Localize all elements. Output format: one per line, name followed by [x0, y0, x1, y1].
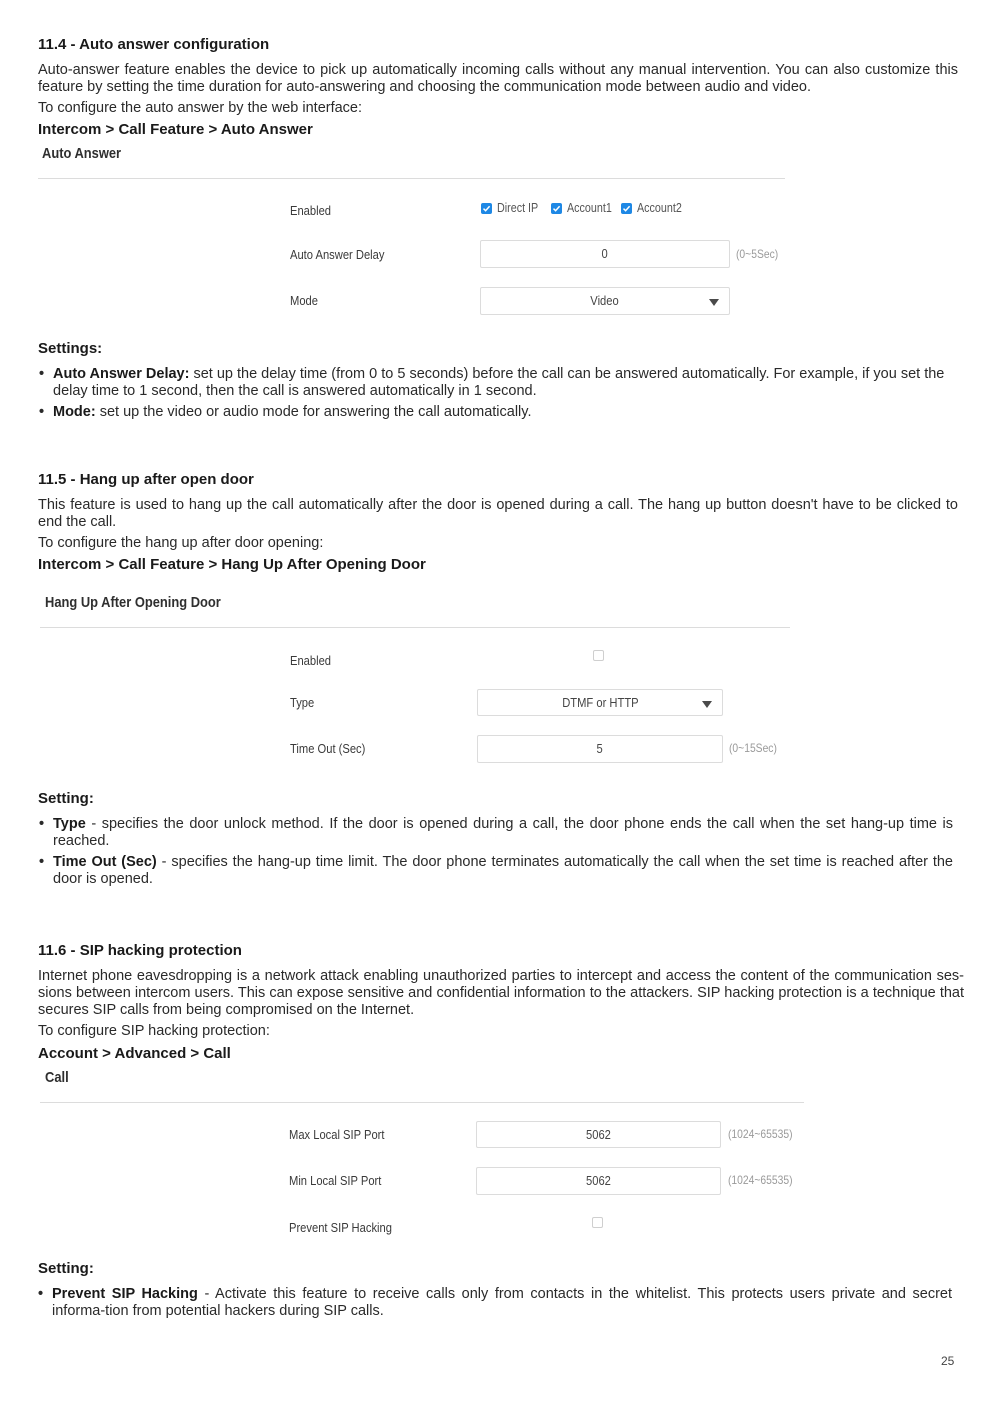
account1-checkbox[interactable] [551, 203, 562, 214]
type-select[interactable]: DTMF or HTTP [477, 689, 723, 716]
min-sip-port-label: Min Local SIP Port [289, 1173, 382, 1188]
panel-divider [38, 178, 785, 179]
menu-path: Account > Advanced > Call [38, 1045, 231, 1062]
section-heading-auto-answer: 11.4 - Auto answer configuration [38, 36, 270, 53]
prevent-sip-hacking-checkbox[interactable] [592, 1217, 603, 1228]
timeout-label: Time Out (Sec) [290, 741, 366, 756]
configure-note: To configure the hang up after door opening: [38, 535, 324, 551]
min-sip-port-input[interactable]: 5062 [476, 1167, 721, 1195]
auto-answer-delay-input[interactable]: 0 [480, 240, 730, 268]
check-icon [482, 204, 491, 213]
min-port-range-hint: (1024~65535) [728, 1173, 793, 1187]
list-item: • Auto Answer Delay: set up the delay time (from 0 to 5 seconds) before the call can be answered automatically. For example, if you set the delay time to 1 second, then the call is answered automatically in 1 second. [39, 366, 945, 399]
auto-answer-delay-label: Auto Answer Delay [290, 247, 385, 262]
list-item: • Time Out (Sec) - specifies the hang-up time limit. The door phone terminates automatically the call when the set time is reached after the door is opened. [39, 854, 953, 887]
direct-ip-checkbox[interactable] [481, 203, 492, 214]
direct-ip-label: Direct IP [497, 201, 539, 215]
enabled-label: Enabled [290, 203, 332, 218]
prevent-sip-hacking-label: Prevent SIP Hacking [289, 1220, 392, 1235]
section-intro: Auto-answer feature enables the device to pick up automatically incoming calls without any manual intervention. You can also customize this feature by setting the time duration for auto-answering and choosing the communication mode between audio and video. [38, 62, 958, 95]
panel-divider [40, 1102, 804, 1103]
panel-title: Auto Answer [42, 145, 122, 162]
max-port-range-hint: (1024~65535) [728, 1127, 793, 1141]
section-heading-hang-up: 11.5 - Hang up after open door [38, 471, 254, 488]
settings-heading: Setting: [38, 1260, 94, 1277]
delay-range-hint: (0~5Sec) [736, 247, 779, 261]
list-item: • Prevent SIP Hacking - Activate this feature to receive calls only from contacts in the whitelist. This protects users private and secret informa-tion from potential hackers during SIP calls. [38, 1286, 952, 1319]
account2-checkbox[interactable] [621, 203, 632, 214]
chevron-down-icon [702, 701, 712, 708]
panel-title: Hang Up After Opening Door [45, 594, 221, 611]
account1-label: Account1 [567, 201, 612, 215]
check-icon [552, 204, 561, 213]
timeout-range-hint: (0~15Sec) [729, 741, 777, 755]
type-label: Type [290, 695, 315, 710]
max-sip-port-input[interactable]: 5062 [476, 1121, 721, 1148]
account2-label: Account2 [637, 201, 682, 215]
panel-title: Call [45, 1069, 69, 1086]
settings-heading: Setting: [38, 790, 94, 807]
list-item: • Type - specifies the door unlock method. If the door is opened during a call, the door phone ends the call when the set hang-up time is reached. [39, 816, 953, 849]
enabled-checkbox[interactable] [593, 650, 604, 661]
enabled-checkbox-group [481, 201, 689, 215]
section-intro: This feature is used to hang up the call automatically after the door is opened during a call. The hang up button doesn't have to be clicked to end the call. [38, 497, 958, 530]
mode-select[interactable]: Video [480, 287, 730, 315]
enabled-label: Enabled [290, 653, 332, 668]
mode-label: Mode [290, 293, 318, 308]
chevron-down-icon [709, 299, 719, 306]
menu-path: Intercom > Call Feature > Hang Up After Opening Door [38, 556, 426, 573]
timeout-input[interactable]: 5 [477, 735, 723, 763]
configure-note: To configure SIP hacking protection: [38, 1023, 270, 1039]
menu-path: Intercom > Call Feature > Auto Answer [38, 121, 313, 138]
configure-note: To configure the auto answer by the web interface: [38, 100, 363, 116]
page-number: 25 [941, 1354, 955, 1368]
section-heading-sip-hacking: 11.6 - SIP hacking protection [38, 942, 242, 959]
list-item: • Mode: set up the video or audio mode for answering the call automatically. [39, 404, 532, 420]
check-icon [622, 204, 631, 213]
panel-divider [40, 627, 790, 628]
section-intro: Internet phone eavesdropping is a network attack enabling unauthorized parties to intercept and access the content of the communication ses-sions between intercom users. This can expose sensitive and confidential information to the attackers. SIP hacking protection is a technique that secures SIP calls from being compromised on the Internet. [38, 968, 964, 1018]
max-sip-port-label: Max Local SIP Port [289, 1127, 385, 1142]
settings-heading: Settings: [38, 340, 103, 357]
